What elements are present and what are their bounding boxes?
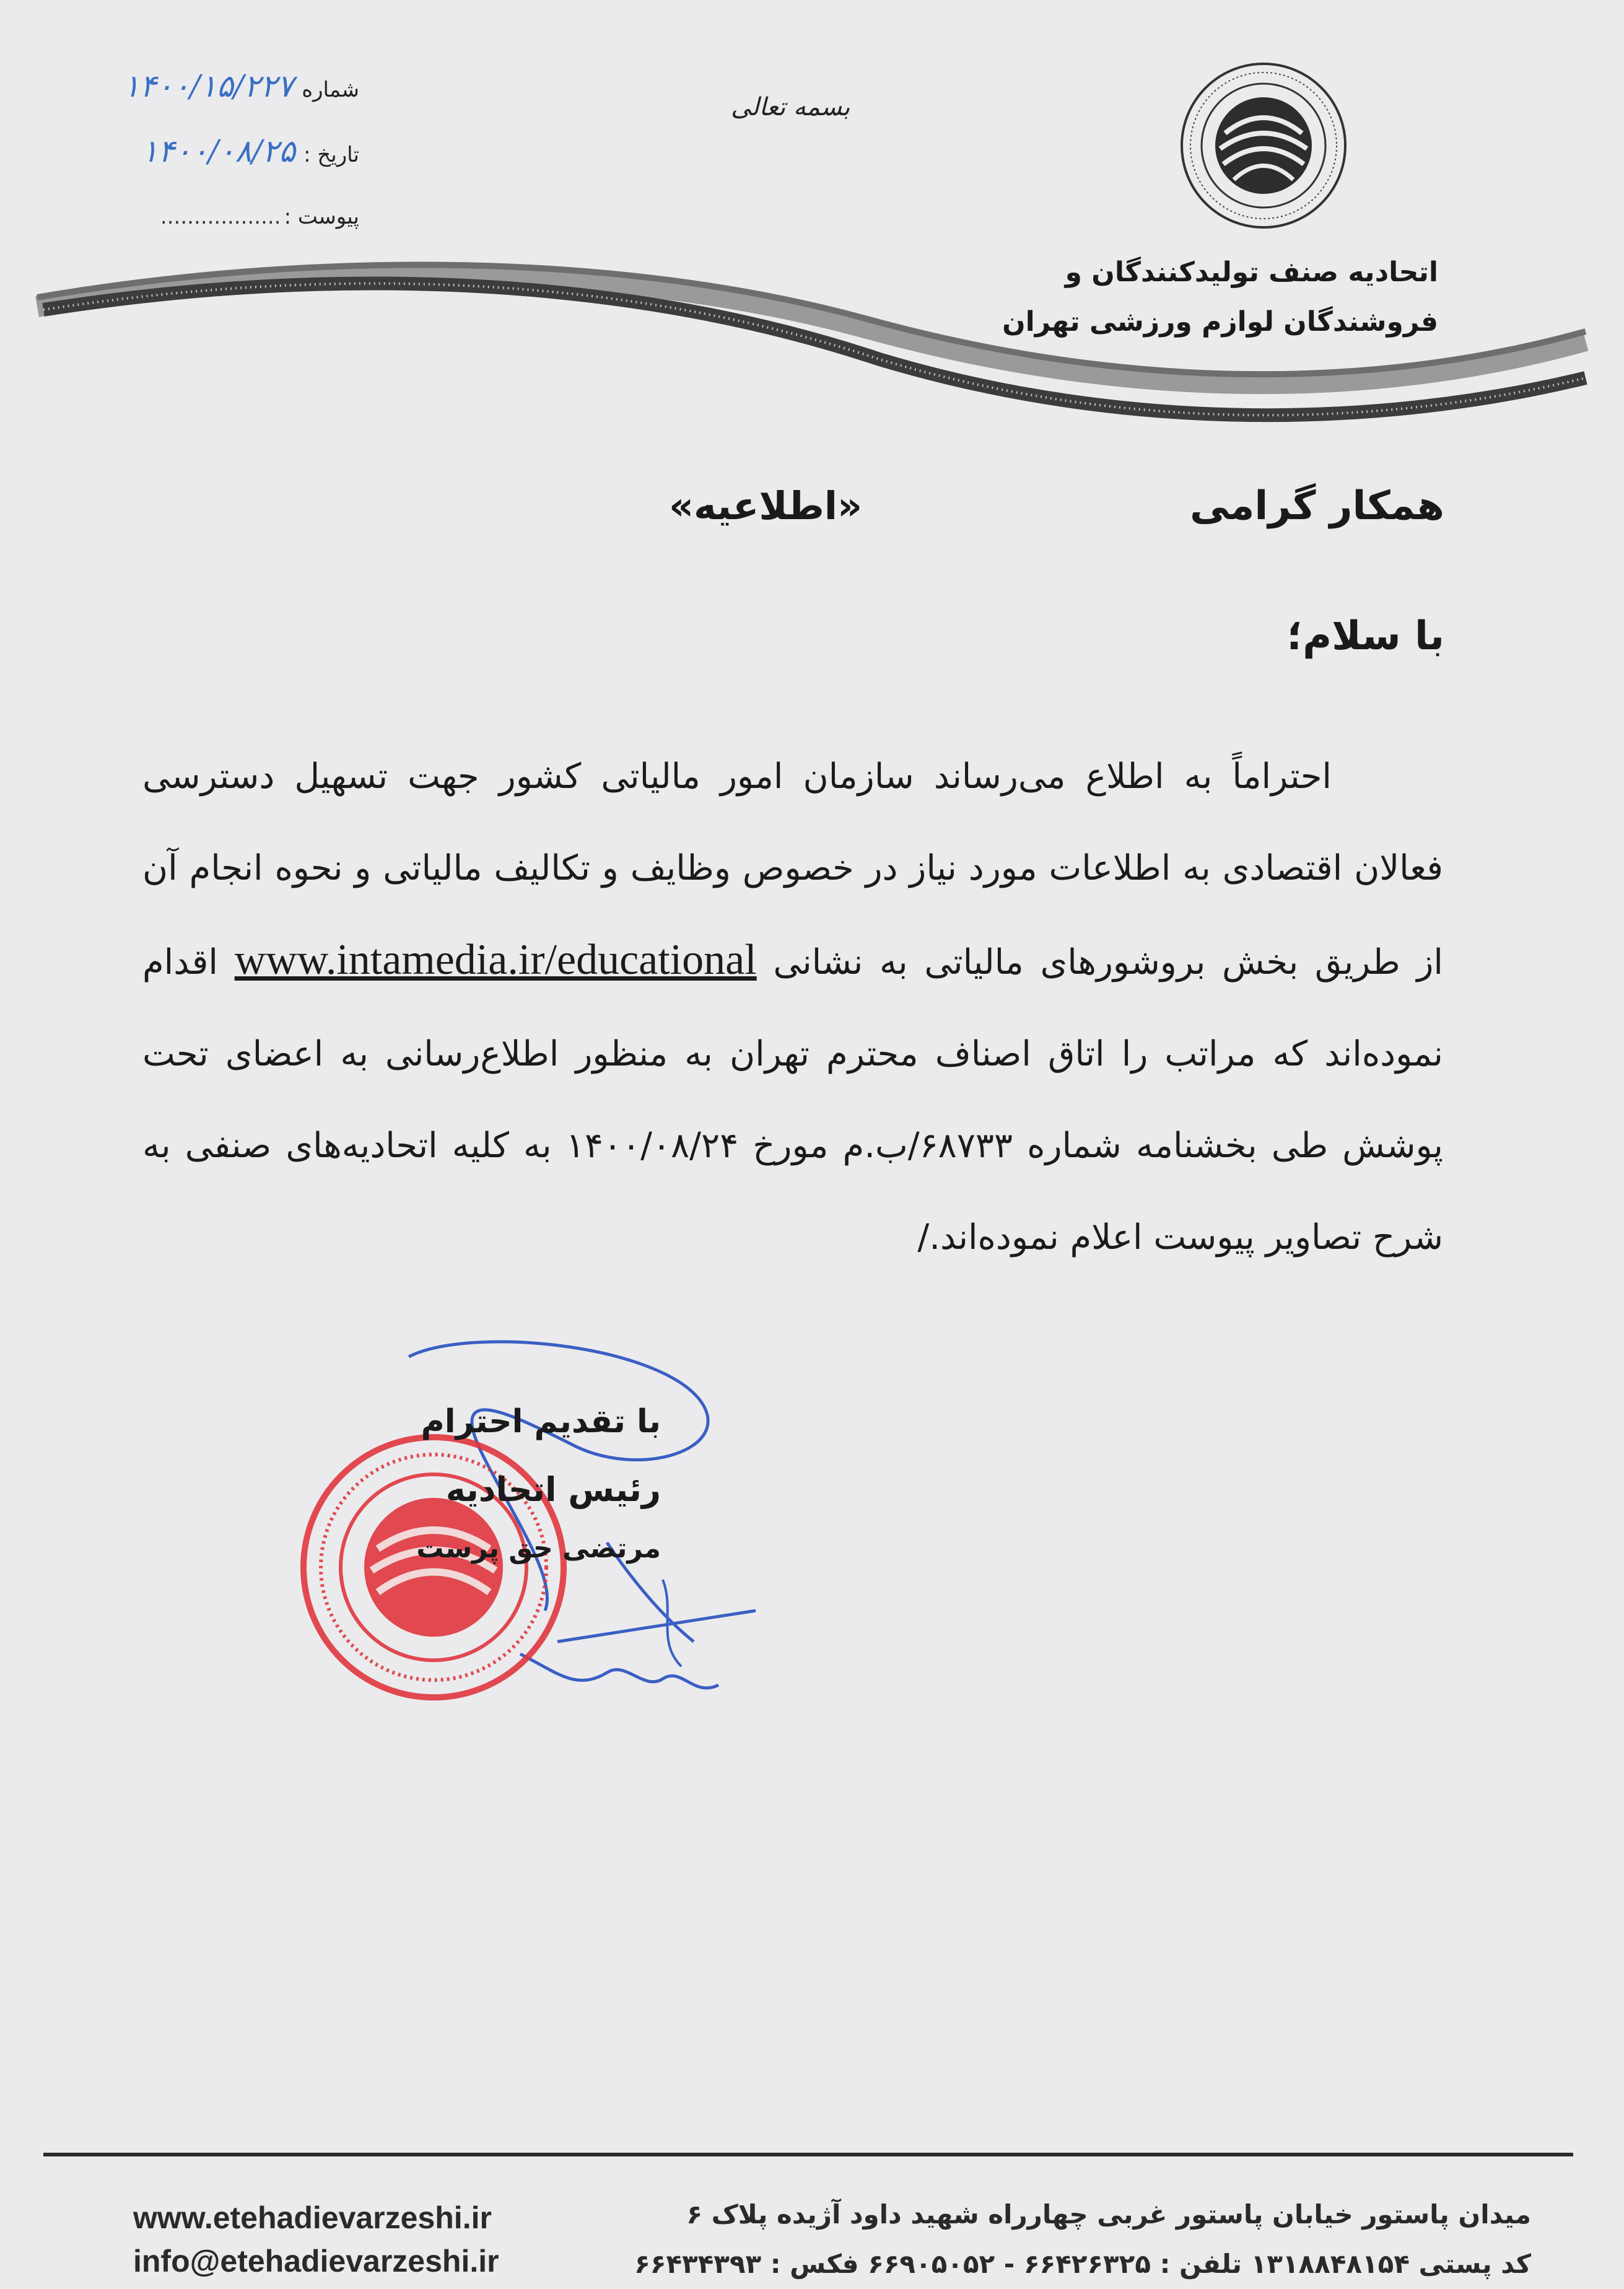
signature-name: مرتضی حق پرست: [416, 1533, 661, 1564]
signature-title: رئیس اتحادیه: [445, 1470, 661, 1509]
organization-name-line2: فروشندگان لوازم ورزشی تهران: [1002, 306, 1438, 338]
signature-block: [289, 1388, 661, 1573]
reference-attachment-value: ..................: [160, 204, 281, 229]
signature-closing: با تقدیم احترام: [421, 1403, 661, 1440]
addressee: همکار گرامی: [1190, 483, 1444, 529]
paragraph-part2: اقدام نموده‌اند که مراتب را اتاق اصناف محترم تهران به منظور اطلاع‌رسانی به اعضای تحت پوشش طی بخشنامه شماره ۶۸۷۳۳/ب.م مورخ ۱۴۰۰/۰۸/۲۴ به کلیه اتحادیه‌های صنفی به شرح تصاویر پیوست اعلام نموده‌اند./: [142, 942, 1444, 1258]
footer-divider: [43, 2153, 1573, 2156]
footer-contact-web: [133, 2196, 499, 2283]
basmala: بسمه تعالی: [731, 93, 850, 121]
educational-url-link[interactable]: www.intamedia.ir/educational: [234, 936, 757, 984]
footer-address-block: [634, 2190, 1531, 2289]
organization-name-line1: اتحادیه صنف تولیدکنندگان و: [1065, 256, 1438, 288]
letter-paragraph: [142, 731, 1443, 1284]
reference-number-row: [123, 68, 359, 104]
notice-title: «اطلاعیه»: [669, 483, 863, 528]
reference-attachment-row: [160, 204, 359, 229]
footer-website-link[interactable]: www.etehadievarzeshi.ir: [133, 2200, 492, 2235]
footer-email-link[interactable]: info@etehadievarzeshi.ir: [133, 2244, 499, 2278]
organization-logo: [1177, 59, 1350, 232]
header-wave-divider: [0, 248, 1624, 471]
paragraph-part1: احتراماً به اطلاع می‌رساند سازمان امور مالیاتی کشور جهت تسهیل دسترسی فعالان اقتصادی به اطلاعات مورد نیاز در خصوص وظایف و تکالیف مالیاتی و نحوه انجام آن از طریق بخش بروشورهای مالیاتی به نشانی: [142, 756, 1443, 983]
letter-body: [142, 731, 1443, 1284]
reference-date-label: تاریخ :: [303, 142, 359, 167]
reference-number-value: ۱۴۰۰/۱۵/۲۲۷: [123, 68, 294, 104]
footer-address: میدان پاستور خیابان پاستور غربی چهارراه شهید داود آژیده پلاک ۶: [686, 2199, 1531, 2230]
greeting: با سلام؛: [1286, 613, 1444, 659]
footer-contacts: کد پستی ۱۳۱۸۸۴۸۱۵۴ تلفن : ۶۶۴۲۶۳۲۵ - ۶۶۹۰۵۰۵۲ فکس : ۶۶۴۳۴۳۹۳: [634, 2249, 1531, 2279]
reference-number-label: شماره: [302, 77, 359, 102]
reference-date-value: ۱۴۰۰/۰۸/۲۵: [141, 133, 295, 169]
reference-date-row: [141, 133, 359, 169]
reference-attachment-label: پیوست :: [284, 204, 359, 229]
